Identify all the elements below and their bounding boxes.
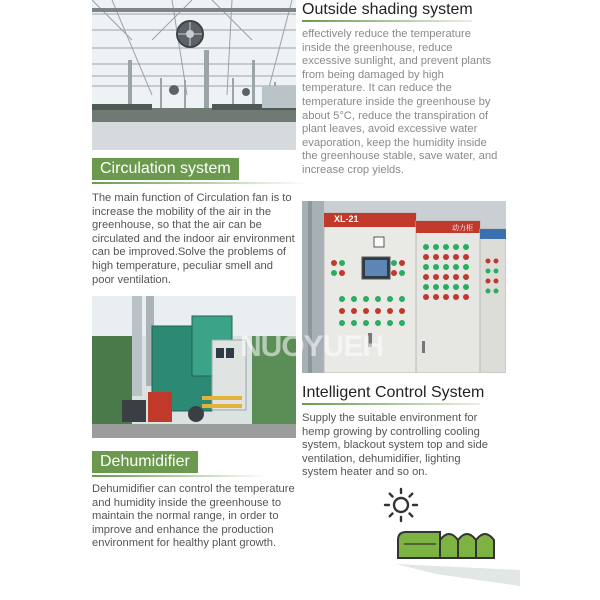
circulation-title: Circulation system	[92, 158, 239, 180]
shading-title: Outside shading system	[302, 1, 473, 18]
dehumidifier-photo	[92, 296, 296, 438]
circulation-description: The main function of Circulation fan is to increase the mobility of the air in the greenhouse, so that the air can be circulated and the indoor air environment can be improved.Solve the problems of high temperature, peculiar smell and poor ventilation.	[92, 192, 295, 286]
control-title: Intelligent Control System	[302, 384, 485, 401]
panel-label-right: 动力柜	[452, 224, 473, 232]
shading-title-underline	[302, 20, 472, 22]
dehumidifier-description: Dehumidifier can control the temperature and humidity inside the greenhouse to maintain the normal range, in order to improve and enhance the production environment for healthy plant growth.	[92, 483, 295, 550]
watermark-text: NUOYUEH	[240, 330, 384, 363]
dehumidifier-title: Dehumidifier	[92, 451, 198, 473]
panel-label: XL-21	[334, 214, 359, 224]
shading-description: effectively reduce the temperature inside the greenhouse, reduce excessive sunlight, and prevent plants from being damaged by high temperature. It can reduce the temperature inside the greenhouse by about 5°C, reduce the transpiration of plant leaves, avoid excessive water evaporation, keep the humidity inside the greenhouse stable, save water, and increase crop yields.	[302, 28, 498, 176]
sun-icon	[383, 487, 419, 523]
control-title-underline	[302, 403, 480, 405]
circulation-fan-photo	[92, 0, 296, 150]
control-description: Supply the suitable environment for hemp growing by controlling cooling system, blackout system top and side ventilation, dehumidifier, lighting system heater and so on.	[302, 412, 488, 479]
greenhouse-icon	[396, 528, 520, 586]
